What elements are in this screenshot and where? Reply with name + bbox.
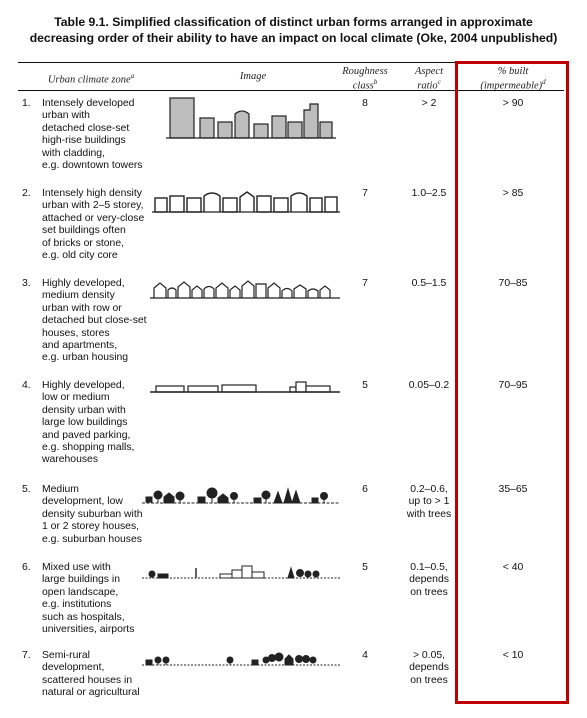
built-value: < 10 xyxy=(502,650,524,661)
aspect-value: 0.05–0.2 xyxy=(408,380,450,391)
row-number: 5. xyxy=(22,484,31,495)
header-roughness: Roughness class$^b$ xyxy=(342,66,388,92)
built-value: < 40 xyxy=(502,562,524,573)
row-description: Intensely high density urban with 2–5 storey, attached or very-close set buildings often of bricks or stone, e.g. old city core xyxy=(42,188,145,262)
dense-old-core-icon xyxy=(152,188,342,214)
built-value: > 85 xyxy=(502,188,524,199)
row-description: Medium development, low density suburban with 1 or 2 storey houses, e.g. suburban houses xyxy=(42,484,143,545)
row-number: 6. xyxy=(22,562,31,573)
header-built: % built (impermeable)$^d$ xyxy=(480,66,546,92)
row-number: 3. xyxy=(22,278,31,289)
aspect-value: > 0.05, depends on trees xyxy=(409,650,449,686)
high-rise-towers-icon xyxy=(160,96,340,140)
aspect-value: 1.0–2.5 xyxy=(411,188,447,199)
table-caption xyxy=(0,14,587,46)
aspect-value: 0.5–1.5 xyxy=(411,278,447,289)
roughness-value: 5 xyxy=(362,380,368,391)
built-value: 35–65 xyxy=(498,484,528,495)
roughness-value: 4 xyxy=(362,650,368,661)
row-houses-icon xyxy=(150,278,342,300)
aspect-value: 0.2–0.6, up to > 1 with trees xyxy=(406,484,452,520)
row-description: Highly developed, medium density urban with row or detached but close-set houses, stores and apartments, e.g. urban housing xyxy=(42,278,147,364)
roughness-value: 7 xyxy=(362,188,368,199)
header-image: Image xyxy=(239,71,267,82)
roughness-value: 8 xyxy=(362,98,368,109)
roughness-value: 5 xyxy=(362,562,368,573)
row-number: 4. xyxy=(22,380,31,391)
row-number: 1. xyxy=(22,98,31,109)
built-column-highlight xyxy=(455,61,569,704)
roughness-value: 7 xyxy=(362,278,368,289)
row-description: Highly developed, low or medium density urban with large low buildings and paved parking, e.g. shopping malls, warehouses xyxy=(42,380,135,466)
roughness-value: 6 xyxy=(362,484,368,495)
aspect-value: > 2 xyxy=(421,98,437,109)
mixed-use-open-landscape-icon xyxy=(142,562,342,582)
aspect-value: 0.1–0.5, depends on trees xyxy=(409,562,449,598)
row-number: 2. xyxy=(22,188,31,199)
row-number: 7. xyxy=(22,650,31,661)
built-value: 70–95 xyxy=(498,380,528,391)
row-description: Mixed use with large buildings in open landscape, e.g. institutions such as hospitals, universities, airports xyxy=(42,562,135,636)
built-value: > 90 xyxy=(502,98,524,109)
header-aspect: Aspect ratio$^c$ xyxy=(415,66,443,92)
built-value: 70–85 xyxy=(498,278,528,289)
low-large-buildings-icon xyxy=(150,380,342,394)
caption-line-2: decreasing order of their ability to have an impact on local climate (Oke, 2004 unpublished) xyxy=(29,31,558,45)
semi-rural-scattered-houses-icon xyxy=(142,650,342,668)
caption-line-1: Table 9.1. Simplified classification of distinct urban forms arranged in approximate xyxy=(54,15,533,29)
suburban-houses-trees-icon xyxy=(142,484,342,506)
row-description: Semi-rural development, scattered houses in natural or agricultural xyxy=(42,650,140,699)
header-zone: Urban climate zone$^a$ xyxy=(47,72,135,86)
row-description: Intensely developed urban with detached close-set high-rise buildings with cladding, e.g. downtown towers xyxy=(42,98,143,172)
